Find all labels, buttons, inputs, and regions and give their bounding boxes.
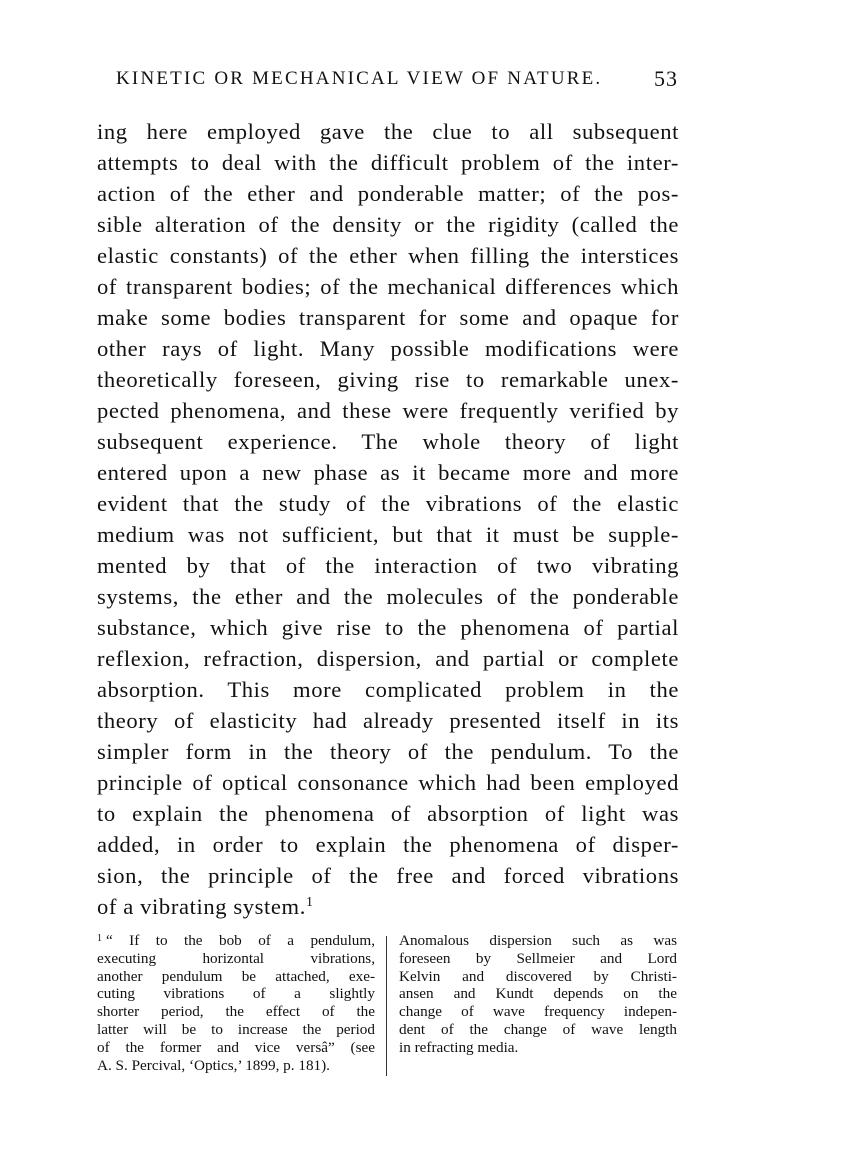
footnote-line: in refracting media.	[399, 1038, 519, 1056]
footnote-left-column	[97, 932, 375, 1074]
footnote-line: dent of the change of wave length	[399, 1020, 677, 1038]
body-line: subsequent experience. The whole theory of light	[97, 429, 679, 454]
footnote-line: shorter period, the effect of the	[97, 1003, 375, 1021]
body-line: pected phenomena, and these were frequently verified by	[97, 398, 679, 423]
body-line: systems, the ether and the molecules of the ponderable	[97, 584, 679, 609]
body-line: ing here employed gave the clue to all subsequent	[97, 119, 679, 144]
footnote-line: executing horizontal vibrations,	[97, 949, 375, 967]
footnote-block	[97, 932, 679, 1082]
footnote-line-text: “ If to the bob of a pendulum,	[106, 932, 375, 949]
footnote-line: foreseen by Sellmeier and Lord	[399, 949, 677, 967]
body-line: added, in order to explain the phenomena of disper-	[97, 832, 679, 857]
footnote-line: Anomalous dispersion such as was	[399, 932, 677, 949]
body-paragraph	[97, 116, 679, 922]
body-line: entered upon a new phase as it became more and more	[97, 460, 679, 485]
footnote-line: another pendulum be attached, exe-	[97, 967, 375, 985]
footnote-line: Kelvin and discovered by Christi-	[399, 967, 677, 985]
body-line: theoretically foreseen, giving rise to remarkable unex-	[97, 367, 679, 392]
body-last-line	[97, 891, 679, 922]
body-line: make some bodies transparent for some and opaque for	[97, 305, 679, 330]
body-line: other rays of light. Many possible modifications were	[97, 336, 679, 361]
body-line: medium was not sufficient, but that it must be supple-	[97, 522, 679, 547]
running-header	[116, 64, 678, 94]
body-line: of transparent bodies; of the mechanical differences which	[97, 274, 679, 299]
body-line: to explain the phenomena of absorption of light was	[97, 801, 679, 826]
body-last-line-text: of a vibrating system.	[97, 894, 306, 919]
body-line: sion, the principle of the free and forced vibrations	[97, 863, 679, 888]
footnote-line: cuting vibrations of a slightly	[97, 985, 375, 1003]
running-title: KINETIC OR MECHANICAL VIEW OF NATURE.	[116, 68, 603, 89]
footnote-line: A. S. Percival, ‘Optics,’ 1899, p. 181).	[97, 1056, 330, 1074]
body-line: attempts to deal with the difficult problem of the inter-	[97, 150, 679, 175]
body-line: principle of optical consonance which had been employed	[97, 770, 679, 795]
body-line: reflexion, refraction, dispersion, and partial or complete	[97, 646, 679, 671]
footnote-line: change of wave frequency indepen-	[399, 1003, 677, 1021]
footnote-right-column	[399, 932, 677, 1057]
body-line: absorption. This more complicated problem in the	[97, 677, 679, 702]
body-line: evident that the study of the vibrations of the elastic	[97, 491, 679, 516]
body-line: theory of elasticity had already presented itself in its	[97, 708, 679, 733]
footnote-line: ansen and Kundt depends on the	[399, 985, 677, 1003]
footnote-line	[97, 932, 375, 950]
body-line: simpler form in the theory of the pendulum. To the	[97, 739, 679, 764]
footnote-line: of the former and vice versâ” (see	[97, 1038, 375, 1056]
page-number: 53	[654, 66, 678, 91]
footnote-reference: 1	[305, 895, 314, 910]
footnote-line: latter will be to increase the period	[97, 1020, 375, 1038]
body-line: action of the ether and ponderable matter; of the pos-	[97, 181, 679, 206]
body-line: sible alteration of the density or the rigidity (called the	[97, 212, 679, 237]
footnote-number: 1	[97, 933, 102, 944]
footnote-column-divider	[386, 936, 387, 1076]
body-line: elastic constants) of the ether when filling the interstices	[97, 243, 679, 268]
body-line: mented by that of the interaction of two vibrating	[97, 553, 679, 578]
body-line: substance, which give rise to the phenomena of partial	[97, 615, 679, 640]
